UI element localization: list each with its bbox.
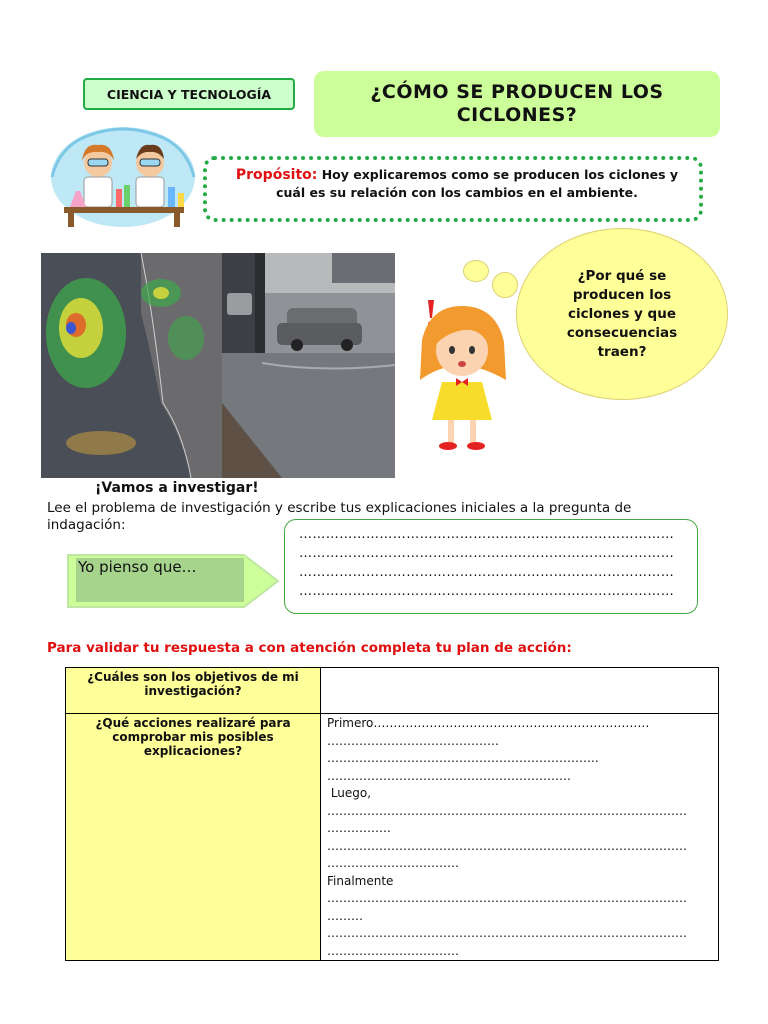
action-plan-table [65,667,719,961]
instructions-text: Lee el problema de investigación y escribe tus explicaciones iniciales a la pregunta de indagación: [47,500,632,533]
answer-line: ………………………………………………………………………… [299,584,675,599]
answer-box[interactable] [284,519,698,614]
actions-answer-cell[interactable] [321,714,719,961]
objectives-answer-cell[interactable] [321,668,719,714]
plan-line: ………………………………………………………….. [327,751,599,765]
title-line-1: ¿CÓMO SE PRODUCEN LOS [370,81,664,103]
answer-line: ………………………………………………………………………… [299,527,675,542]
plan-line: …………………………… [327,943,459,958]
actions-question: ¿Qué acciones realizaré para comprobar mis posibles explicaciones? [66,714,321,961]
table-row [66,668,719,714]
purpose-box [203,156,703,222]
table-row [66,714,719,961]
thought-bubble-small-1 [463,260,489,282]
page-title [314,71,720,137]
scientist-kids-illustration [50,125,196,231]
plan-line: Luego, [327,786,372,800]
investigate-heading: ¡Vamos a investigar! [95,480,259,496]
thought-bubble-small-2 [492,272,518,298]
satellite-weather-image [41,253,222,478]
subject-label: CIENCIA Y TECNOLOGÍA [83,78,295,110]
plan-line: ……………. [327,821,391,835]
answer-line: ………………………………………………………………………… [299,565,675,580]
plan-line: Finalmente [327,873,394,888]
question-bubble [516,228,728,400]
answer-line: ………………………………………………………………………… [299,546,675,561]
plan-line: ……………………………………. [327,733,499,748]
plan-line: ……………………………………………………. [327,768,571,783]
plan-line: ……………………………………………………………………………… [327,891,687,905]
objectives-question: ¿Cuáles son los objetivos de mi investigación? [66,668,321,714]
question-text: ¿Por qué se producen los ciclones y que consecuencias traen? [566,267,678,360]
purpose-text: Hoy explicaremos como se producen los ciclones y cuál es su relación con los cambios en el ambiente. [276,167,679,200]
flooded-street-photo [222,253,395,478]
plan-line: Primero…………………………………………………………… [327,716,650,730]
purpose-label: Propósito: [235,167,318,183]
plan-line: ……… [327,908,363,923]
plan-line: …………………………… [327,856,459,870]
title-line-2: CICLONES? [456,104,578,126]
plan-line: ……………………………………………………………………………… [327,803,687,818]
validate-heading: Para validar tu respuesta a con atención completa tu plan de acción: [47,640,572,656]
think-label: Yo pienso que… [78,558,197,576]
plan-line: ……………………………………………………………………………… [327,838,687,853]
plan-line: ……………………………………………………………………………… [327,926,687,940]
